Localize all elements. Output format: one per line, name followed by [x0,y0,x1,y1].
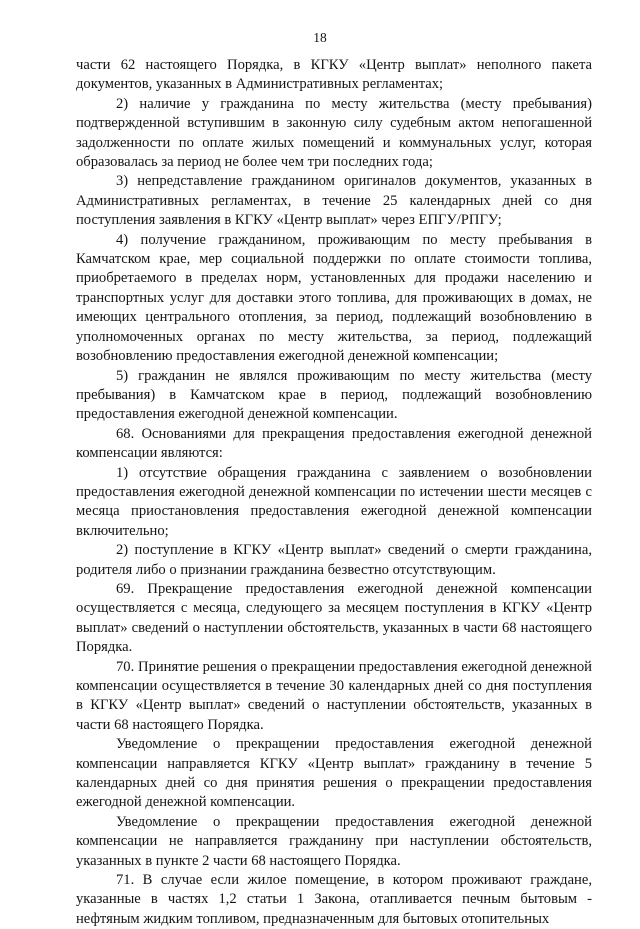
paragraph-continuation: части 62 настоящего Порядка, в КГКУ «Центр выплат» неполного пакета документов, указанных в Административных регламентах; [76,57,592,93]
paragraph-section-69: 69. Прекращение предоставления ежегодной денежной компенсации осуществляется с месяца, следующего за месяцем поступления в КГКУ «Центр выплат» сведений о наступлении обстоятельств, указанных в части 68 настоящего Порядка. [76,580,592,656]
paragraph-section-68-item-2: 2) поступление в КГКУ «Центр выплат» сведений о смерти гражданина, родителя либо о признании гражданина безвестно отсутствующим. [76,542,592,578]
page-number: 18 [313,30,327,45]
paragraph-section-68: 68. Основаниями для прекращения предоставления ежегодной денежной компенсации являются: [76,425,592,462]
paragraph-section-71: 71. В случае если жилое помещение, в котором проживают граждане, указанные в частях 1,2 статьи 1 Закона, отапливается печным бытовым - нефтяным жидким топливом, предназначенным для бытовых отопительных [76,872,592,927]
paragraph-section-70: 70. Принятие решения о прекращении предоставления ежегодной денежной компенсации осуществляется в течение 30 календарных дней со дня поступления в КГКУ «Центр выплат» сведений о наступлении обстоятельств, указанных в части 68 настоящего Порядка. [76,658,592,733]
paragraph-item-5: 5) гражданин не являлся проживающим по месту жительства (месту пребывания) в Камчатском крае в период, подлежащий возобновлению предоставления ежегодной денежной компенсации. [76,367,592,423]
paragraph-notification-sent: Уведомление о прекращении предоставления ежегодной денежной компенсации направляется КГКУ «Центр выплат» гражданину в течение 5 календарных дней со дня принятия решения о прекращении предоставления ежегодной денежной компенсации. [76,736,592,811]
paragraph-section-68-item-1: 1) отсутствие обращения гражданина с заявлением о возобновлении предоставления ежегодной денежной компенсации по истечении шести месяцев с месяца приостановления предоставления ежегодной денежной компенсации включительно; [76,464,592,539]
paragraph-item-4: 4) получение гражданином, проживающим по месту пребывания в Камчатском крае, мер социальной поддержки по оплате стоимости топлива, приобретаемого в пределах норм, установленных для продажи населению и транспортных услуг для доставки этого топлива, для проживающих в домах, не имеющих центрального отопления, за период, подлежащий возобновлению в уполномоченных органах по месту жительства, за период, подлежащий возобновлению предоставления ежегодной денежной компенсации; [76,231,592,365]
paragraph-item-3: 3) непредставление гражданином оригиналов документов, указанных в Административных регламентах, в течение 25 календарных дней со дня поступления заявления в КГКУ «Центр выплат» через ЕПГУ/РПГУ; [76,173,592,229]
paragraph-notification-not-sent: Уведомление о прекращении предоставления ежегодной денежной компенсации не направляется гражданину при наступлении обстоятельств, указанных в пункте 2 части 68 настоящего Порядка. [76,813,592,869]
document-body [76,56,592,929]
paragraph-item-2: 2) наличие у гражданина по месту жительства (месту пребывания) подтвержденной вступившим в законную силу судебным актом непогашенной задолженности по оплате жилых помещений и коммунальных услуг, которая образовалась за период не более чем три последних года; [76,95,592,171]
